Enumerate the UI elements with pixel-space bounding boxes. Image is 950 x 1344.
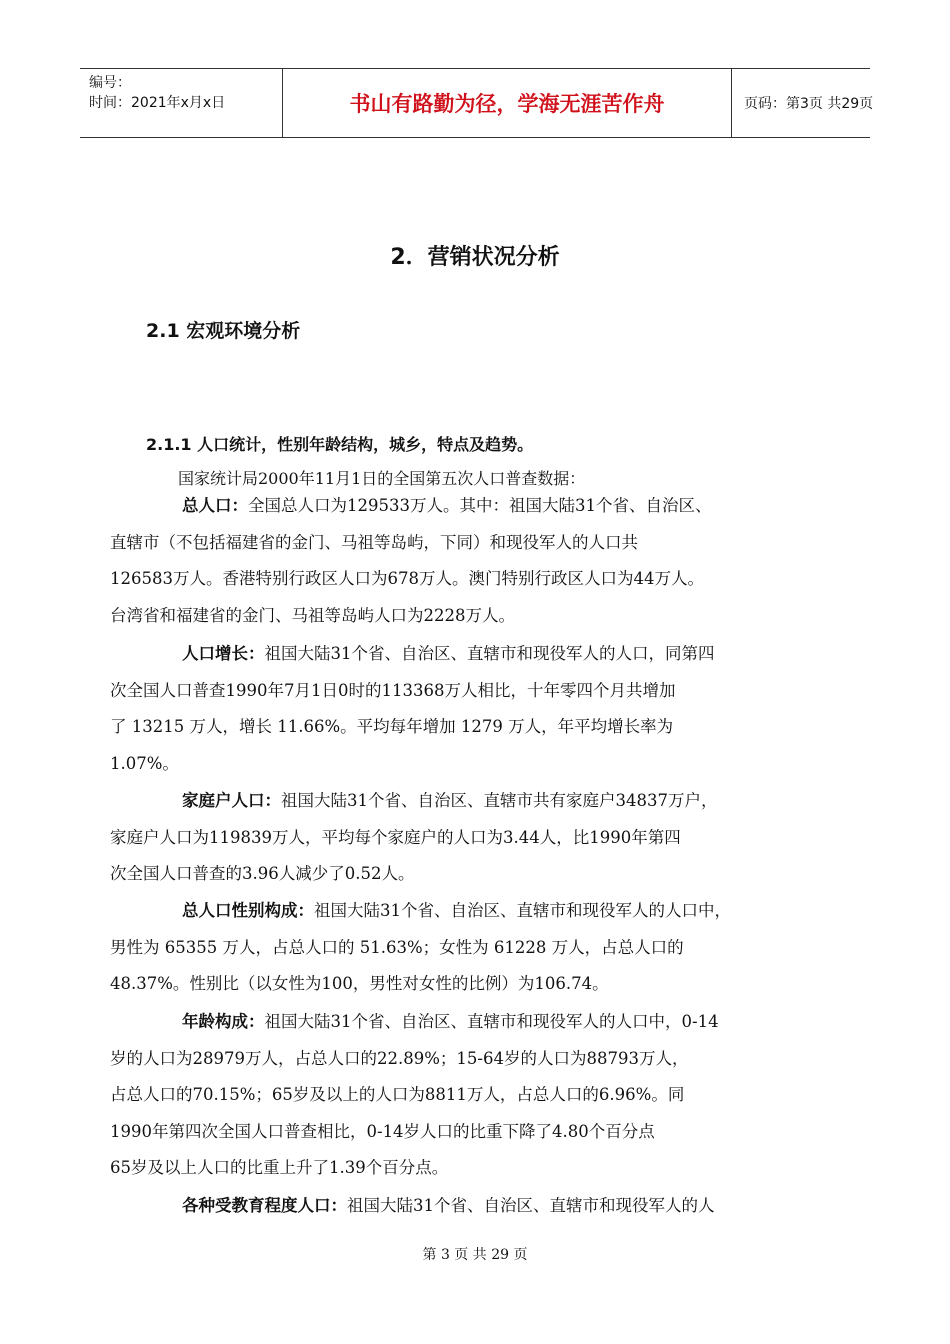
header-page-info: 页码：第3页 共29页 — [744, 96, 874, 112]
para-line: 家庭户人口为119839万人，平均每个家庭户的人口为3.44人，比1990年第四 — [110, 827, 681, 847]
page-header — [80, 68, 874, 138]
paragraph-total-population — [110, 488, 826, 634]
para-line: 祖国大陆31个省、自治区、直辖市和现役军人的人口中， — [314, 901, 731, 920]
para-label: 年龄构成： — [182, 1012, 265, 1031]
para-line: 祖国大陆31个省、自治区、直辖市和现役军人的人 — [347, 1196, 715, 1215]
header-meta — [80, 69, 282, 141]
para-line: 祖国大陆31个省、自治区、直辖市和现役军人的人口中，0-14 — [264, 1012, 719, 1031]
para-line: 了 13215 万人，增长 11.66%。平均每年增加 1279 万人，年平均增长率为 — [110, 717, 674, 736]
para-line: 台湾省和福建省的金门、马祖等岛屿人口为2228万人。 — [110, 605, 515, 625]
para-line: 次全国人口普查的3.96人减少了0.52人。 — [110, 864, 415, 883]
para-line: 祖国大陆31个省、自治区、直辖市和现役军人的人口，同第四 — [264, 644, 715, 663]
header-number-label: 编号： — [89, 75, 131, 91]
page-footer: 第 3 页 共 29 页 — [422, 1247, 528, 1263]
para-line: 直辖市（不包括福建省的金门、马祖等岛屿，下同）和现役军人的人口共 — [110, 532, 638, 552]
para-label: 家庭户人口： — [182, 791, 281, 810]
paragraph-age-composition — [110, 1004, 826, 1187]
para-line: 占总人口的70.15%；65岁及以上的人口为8811万人，占总人口的6.96%。同 — [110, 1085, 685, 1104]
para-line: 65岁及以上人口的比重上升了1.39个百分点。 — [110, 1158, 449, 1177]
para-line: 男性为 65355 万人，占总人口的 51.63%；女性为 61228 万人，占总人口的 — [110, 937, 684, 957]
para-label: 人口增长： — [182, 644, 265, 663]
paragraph-population-growth — [110, 636, 826, 782]
paragraph-gender-composition — [110, 893, 826, 1003]
paragraph-education — [146, 1188, 826, 1225]
page-title: 2．营销状况分析 — [390, 245, 560, 270]
para-line: 126583万人。香港特别行政区人口为678万人。澳门特别行政区人口为44万人。 — [110, 569, 704, 588]
para-line: 1.07%。 — [110, 753, 179, 773]
subsection-heading: 2.1.1 人口统计，性别年龄结构，城乡，特点及趋势。 — [146, 435, 534, 454]
header-motto: 书山有路勤为径，学海无涯苦作舟 — [282, 69, 732, 137]
para-line: 全国总人口为129533万人。其中：祖国大陆31个省、自治区、 — [248, 496, 712, 515]
para-label: 总人口性别构成： — [182, 901, 314, 920]
para-label: 总人口： — [182, 496, 248, 515]
para-line: 1990年第四次全国人口普查相比，0-14岁人口的比重下降了4.80个百分点 — [110, 1121, 655, 1141]
section-heading: 2.1 宏观环境分析 — [146, 320, 301, 342]
para-line: 祖国大陆31个省、自治区、直辖市共有家庭户34837万户， — [281, 791, 718, 810]
para-line: 岁的人口为28979万人，占总人口的22.89%；15-64岁的人口为88793万人， — [110, 1048, 689, 1068]
para-line: 48.37%。性别比（以女性为100，男性对女性的比例）为106.74。 — [110, 974, 609, 993]
paragraph-household-population — [110, 783, 826, 893]
para-label: 各种受教育程度人口： — [182, 1196, 347, 1215]
para-line: 次全国人口普查1990年7月1日0时的113368万人相比，十年零四个月共增加 — [110, 680, 676, 700]
intro-text: 国家统计局2000年11月1日的全国第五次人口普查数据： — [178, 469, 586, 488]
header-date: 时间：2021年x月x日 — [89, 95, 226, 111]
